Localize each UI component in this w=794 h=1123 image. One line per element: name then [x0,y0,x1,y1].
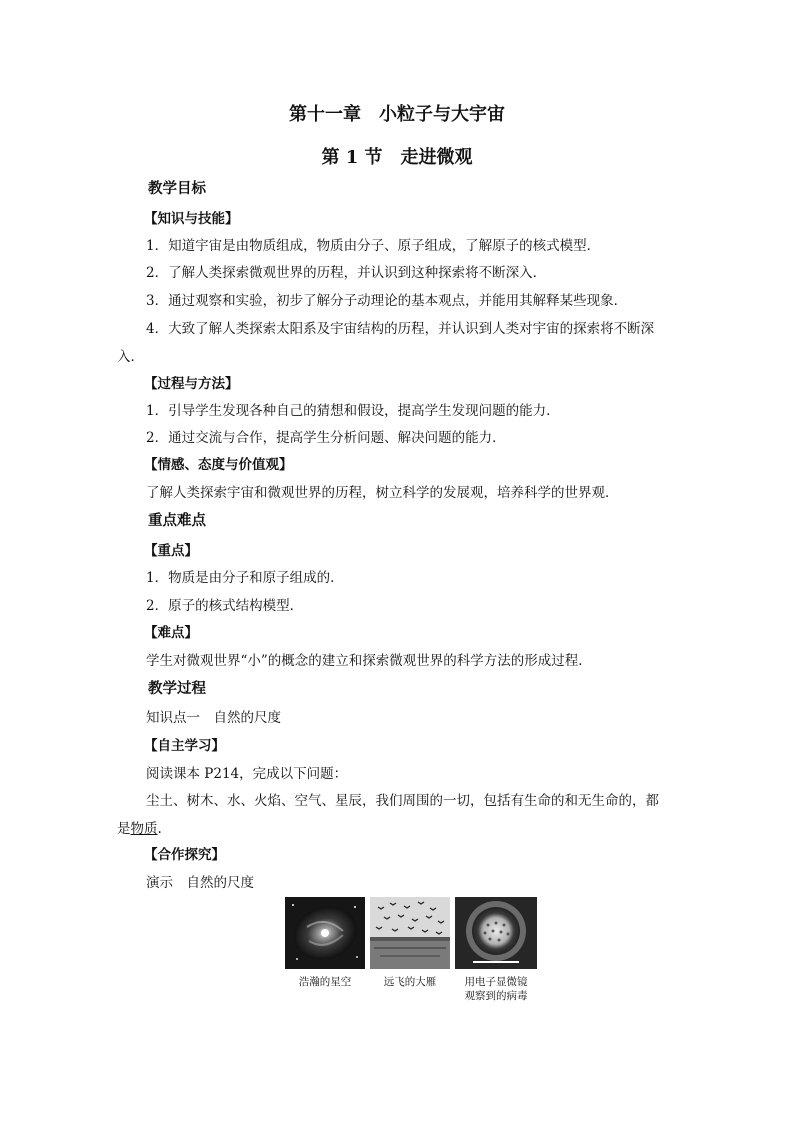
process-item-1: 1．引导学生发现各种自己的猜想和假设，提高学生发现问题的能力． [146,403,560,419]
knowledge-item-3: 3．通过观察和实验，初步了解分子动理论的基本观点，并能用其解释某些现象． [146,293,628,309]
emotion-label: 【情感、态度与价值观】 [144,457,293,473]
caption-flying-geese: 远飞的大雁 [383,976,437,988]
key-label: 【重点】 [144,543,198,559]
photo-starry-sky [285,897,365,969]
knowledge-item-4: 4．大致了解人类探索太阳系及宇宙结构的历程，并认识到人类对宇宙的探索将不断深 [146,321,655,337]
process-heading: 教学过程 [148,680,206,697]
self-study-label: 【自主学习】 [144,738,225,754]
self-study-line-3 [117,820,162,838]
self-study-line-1: 阅读课本 P214，完成以下问题： [146,766,348,782]
self-study-line-2: 尘土、树木、水、火焰、空气、星辰，我们周围的一切，包括有生命的和无生命的，都 [146,793,659,809]
photo-flying-geese [370,897,450,969]
knowledge-item-2: 2．了解人类探索微观世界的历程，并认识到这种探索将不断深入． [146,265,547,281]
difficult-text: 学生对微观世界“小”的概念的建立和探索微观世界的科学方法的形成过程． [146,653,592,669]
key-item-2: 2．原子的核式结构模型． [146,598,304,614]
process-label: 【过程与方法】 [144,376,239,392]
caption-virus-line-2: 观察到的病毒 [464,990,528,1002]
knowledge-item-4-cont: 入． [117,349,144,365]
self-study-prefix: 是 [117,821,131,837]
caption-starry-sky: 浩瀚的星空 [298,976,352,988]
demo-text: 演示 自然的尺度 [146,875,254,891]
chapter-title: 第十一章 小粒子与大宇宙 [289,104,505,125]
key-item-1: 1．物质是由分子和原子组成的． [146,570,344,586]
process-item-2: 2．通过交流与合作，提高学生分析问题、解决问题的能力． [146,430,506,446]
answer-blank: 物质 [130,821,158,837]
knowledge-label: 【知识与技能】 [144,211,239,227]
knowledge-point-1: 知识点一 自然的尺度 [146,710,281,726]
keypoints-heading: 重点难点 [148,512,206,529]
knowledge-item-1: 1．知道宇宙是由物质组成，物质由分子、原子组成，了解原子的核式模型． [146,238,601,254]
objectives-heading: 教学目标 [148,180,206,197]
cooperation-label: 【合作探究】 [144,847,225,863]
caption-virus-line-1: 用电子显微镜 [464,976,528,988]
photo-virus [455,897,537,969]
section-title: 第 1 节 走进微观 [321,147,473,168]
self-study-suffix: . [157,821,162,837]
difficult-label: 【难点】 [144,625,198,641]
emotion-text: 了解人类探索宇宙和微观世界的历程，树立科学的发展观，培养科学的世界观． [146,485,619,501]
